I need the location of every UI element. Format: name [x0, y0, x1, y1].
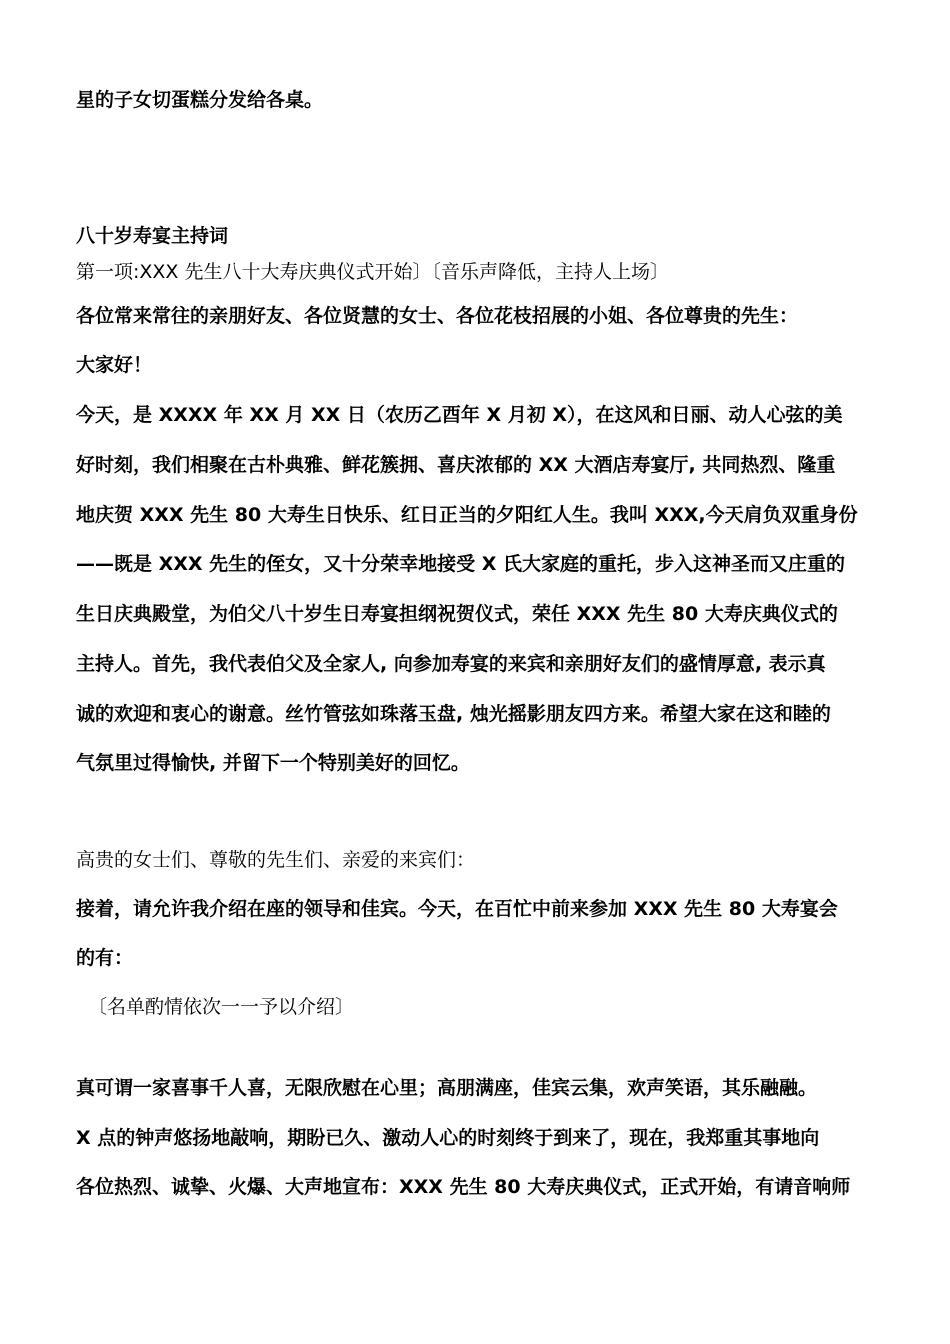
address-line: 高贵的女士们、尊敬的先生们、亲爱的来宾们： — [76, 849, 476, 871]
paragraph-1-line: ——既是 XXX 先生的侄女，又十分荣幸地接受 X 氏大家庭的重托，步入这神圣而又庄重的 — [76, 553, 846, 575]
paragraph-2-line: 的有： — [76, 947, 134, 969]
paragraph-1-line: 生日庆典殿堂，为伯父八十岁生日寿宴担纲祝贺仪式，荣任 XXX 先生 80 大寿庆典仪式的 — [76, 603, 838, 625]
paragraph-3-line: 各位热烈、诚挚、火爆、大声地宣布：XXX 先生 80 大寿庆典仪式，正式开始，有请音响师 — [76, 1176, 851, 1198]
paragraph-1-line: 主持人。首先，我代表伯父及全家人, 向参加寿宴的来宾和亲朋好友们的盛情厚意, 表示真 — [76, 653, 826, 675]
paragraph-1-line: 好时刻，我们相聚在古朴典雅、鲜花簇拥、喜庆浓郁的 XX 大酒店寿宴厅, 共同热烈、隆重 — [76, 454, 836, 476]
paragraph-1-line: 诚的欢迎和衷心的谢意。丝竹管弦如珠落玉盘, 烛光摇影朋友四方来。希望大家在这和睦的 — [76, 703, 831, 725]
greeting-line: 各位常来常往的亲朋好友、各位贤慧的女士、各位花枝招展的小姐、各位尊贵的先生： — [76, 305, 799, 327]
note-line: 〔名单酌情依次一一予以介绍〕 — [88, 996, 355, 1018]
document-title: 八十岁寿宴主持词 — [76, 225, 229, 247]
agenda-item-1: 第一项:XXX 先生八十大寿庆典仪式开始〕〔音乐声降低，主持人上场〕 — [76, 261, 669, 283]
paragraph-1-line: 气氛里过得愉快, 并留下一个特别美好的回忆。 — [76, 752, 470, 774]
paragraph-3-line: X 点的钟声悠扬地敲响，期盼已久、激动人心的时刻终于到来了，现在，我郑重其事地向 — [76, 1127, 820, 1149]
hello-line: 大家好！ — [76, 354, 153, 376]
paragraph-1-line: 地庆贺 XXX 先生 80 大寿生日快乐、红日正当的夕阳红人生。我叫 XXX,今天肩负双重身份 — [76, 504, 858, 526]
paragraph-2-line: 接着，请允许我介绍在座的领导和佳宾。今天，在百忙中前来参加 XXX 先生 80 大寿宴会 — [76, 898, 838, 920]
continued-text-line: 星的子女切蛋糕分发给各桌。 — [76, 89, 324, 111]
paragraph-1-line: 今天，是 XXXX 年 XX 月 XX 日（农历乙酉年 X 月初 X），在这风和日丽、动人心弦的美 — [76, 404, 843, 426]
paragraph-3-line: 真可谓一家喜事千人喜，无限欣慰在心里；高朋满座，佳宾云集，欢声笑语，其乐融融。 — [76, 1077, 818, 1099]
